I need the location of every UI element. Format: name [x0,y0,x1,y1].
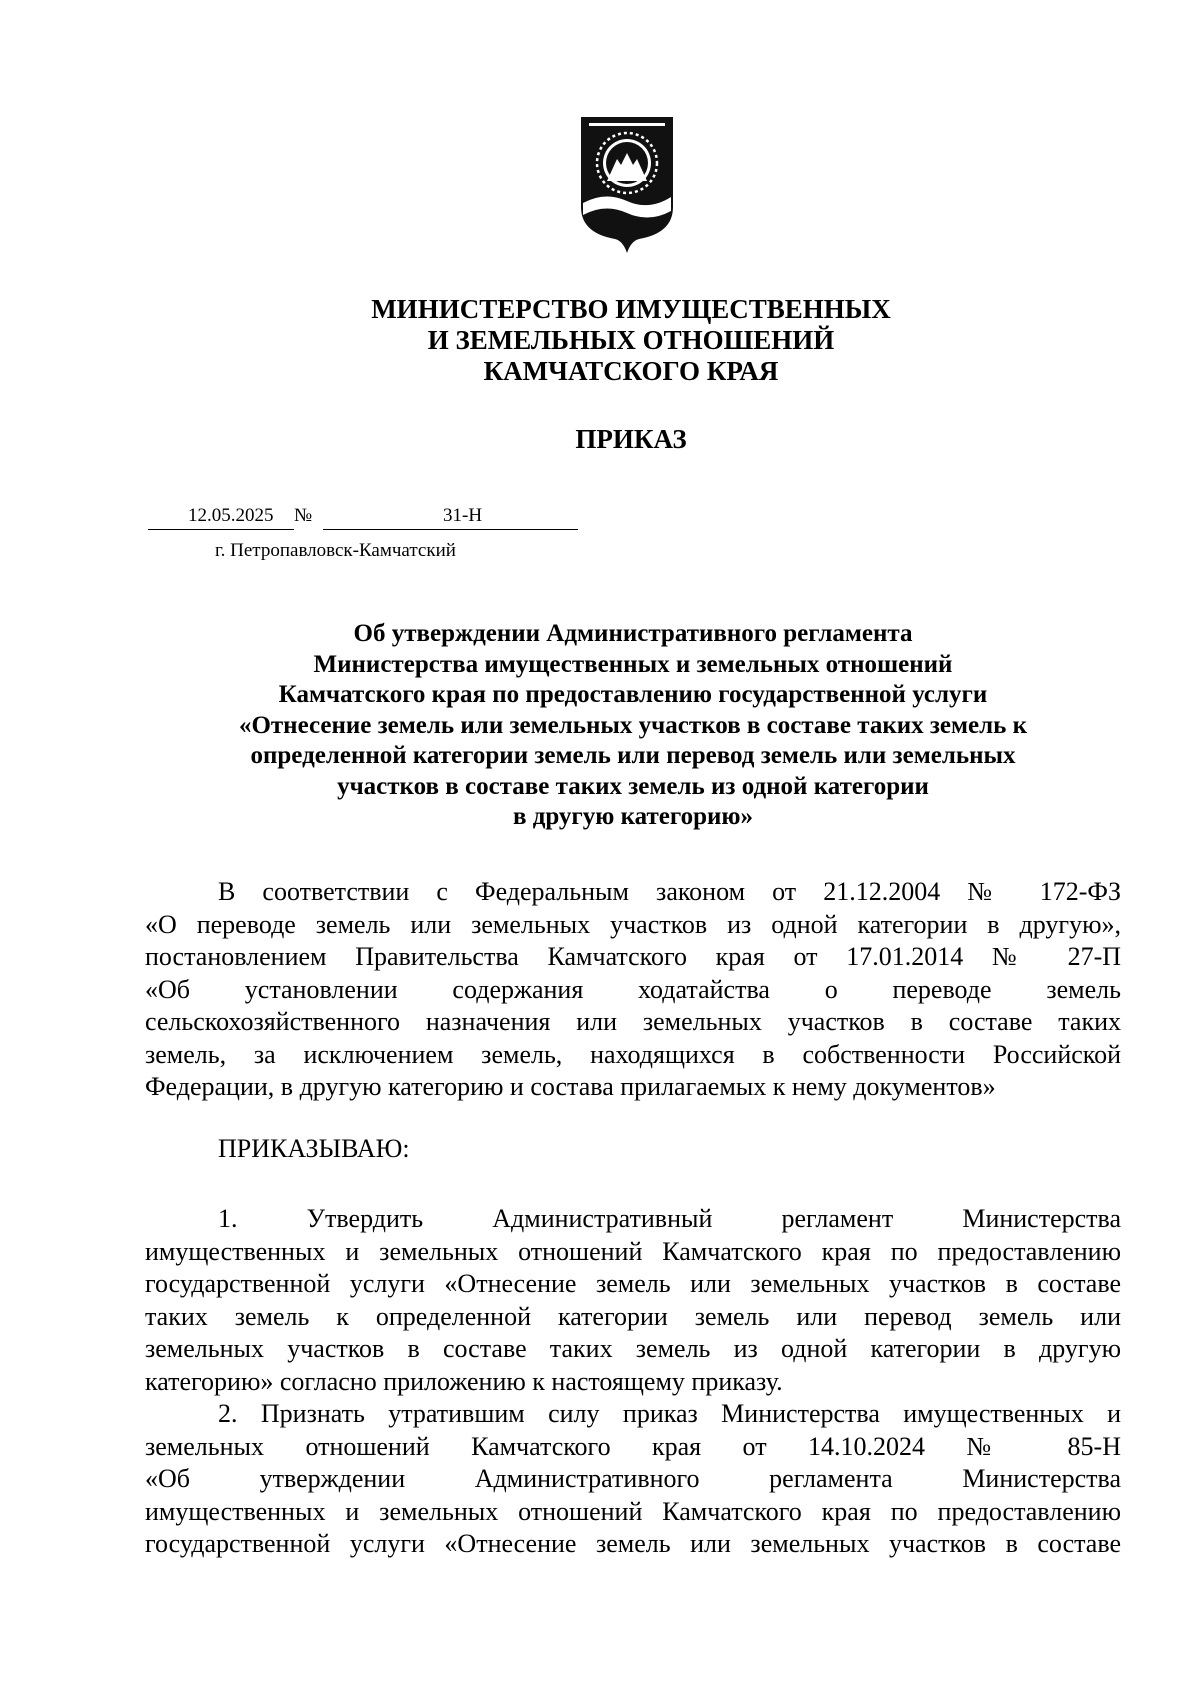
paragraph-line: земельных отношений Камчатского края от 14.10.2024 № 85-Н [145,1431,1121,1461]
title-line: определенной категории земель или перевод земель или земельных [250,742,1016,769]
order-word: ПРИКАЗЫВАЮ: [218,1134,410,1163]
paragraph-line: 1. Утвердить Административный регламент Министерства [218,1204,1121,1233]
preamble-paragraph [145,876,1121,1104]
paragraph-line: В соответствии с Федеральным законом от 21.12.2004 № 172-ФЗ [218,877,1121,906]
document-number: 31-Н [443,505,483,526]
paragraph-line: «Об утверждении Административного регламента Министерства [145,1464,1121,1493]
header-line: И ЗЕМЕЛЬНЫХ ОТНОШЕНИЙ [427,325,835,355]
paragraph-line: сельскохозяйственного назначения или земельных участков в составе таких [145,1007,1121,1036]
number-underline [323,529,578,530]
paragraph-line: постановлением Правительства Камчатского края от 17.01.2014 № 27-П [145,942,1121,971]
document-type: ПРИКАЗ [575,424,687,454]
paragraph-line: «О переводе земель или земельных участков из одной категории в другую», [145,909,1121,939]
coat-of-arms-icon [576,115,678,255]
ministry-header [0,294,1200,387]
document-title [145,619,1121,833]
number-sign: № [294,505,313,526]
title-line: участков в составе таких земель из одной категории [337,772,929,800]
date-underline [148,529,294,530]
paragraph-line: таких земель к определенной категории земель или перевод земель или [145,1301,1121,1331]
paragraph-line: 2. Признать утратившим силу приказ Министерства имущественных и [218,1399,1121,1428]
document-date: 12.05.2025 [188,505,274,526]
item-2-paragraph [145,1398,1121,1561]
paragraph-line: земель, за исключением земель, находящихся в собственности Российской [145,1039,1121,1069]
title-line: Министерства имущественных и земельных отношений [313,650,953,678]
paragraph-line: Федерации, в другую категорию и состава прилагаемых к нему документов» [145,1072,996,1101]
paragraph-line: имущественных и земельных отношений Камчатского края по предоставлению [145,1496,1121,1526]
title-line: «Отнесение земель или земельных участков в составе таких земель к [238,711,1028,739]
paragraph-line: земельных участков в составе таких земель из одной категории в другую [145,1334,1121,1363]
paragraph-line: категорию» согласно приложению к настоящему приказу. [145,1366,783,1396]
header-line: КАМЧАТСКОГО КРАЯ [483,356,779,386]
paragraph-line: «Об установлении содержания ходатайства о переводе земель [145,974,1121,1004]
paragraph-line: государственной услуги «Отнесение земель или земельных участков в составе [145,1269,1121,1298]
title-line: Камчатского края по предоставлению государственной услуги [278,681,988,708]
title-line: в другую категорию» [512,803,754,830]
header-line: МИНИСТЕРСТВО ИМУЩЕСТВЕННЫХ [371,294,891,324]
document-city: г. Петропавловск-Камчатский [215,540,456,561]
paragraph-line: имущественных и земельных отношений Камчатского края по предоставлению [145,1236,1121,1266]
title-line: Об утверждении Административного регламента [353,620,913,647]
item-1-paragraph [145,1203,1121,1398]
paragraph-line: государственной услуги «Отнесение земель или земельных участков в составе [145,1529,1121,1558]
date-number-line [148,505,578,531]
